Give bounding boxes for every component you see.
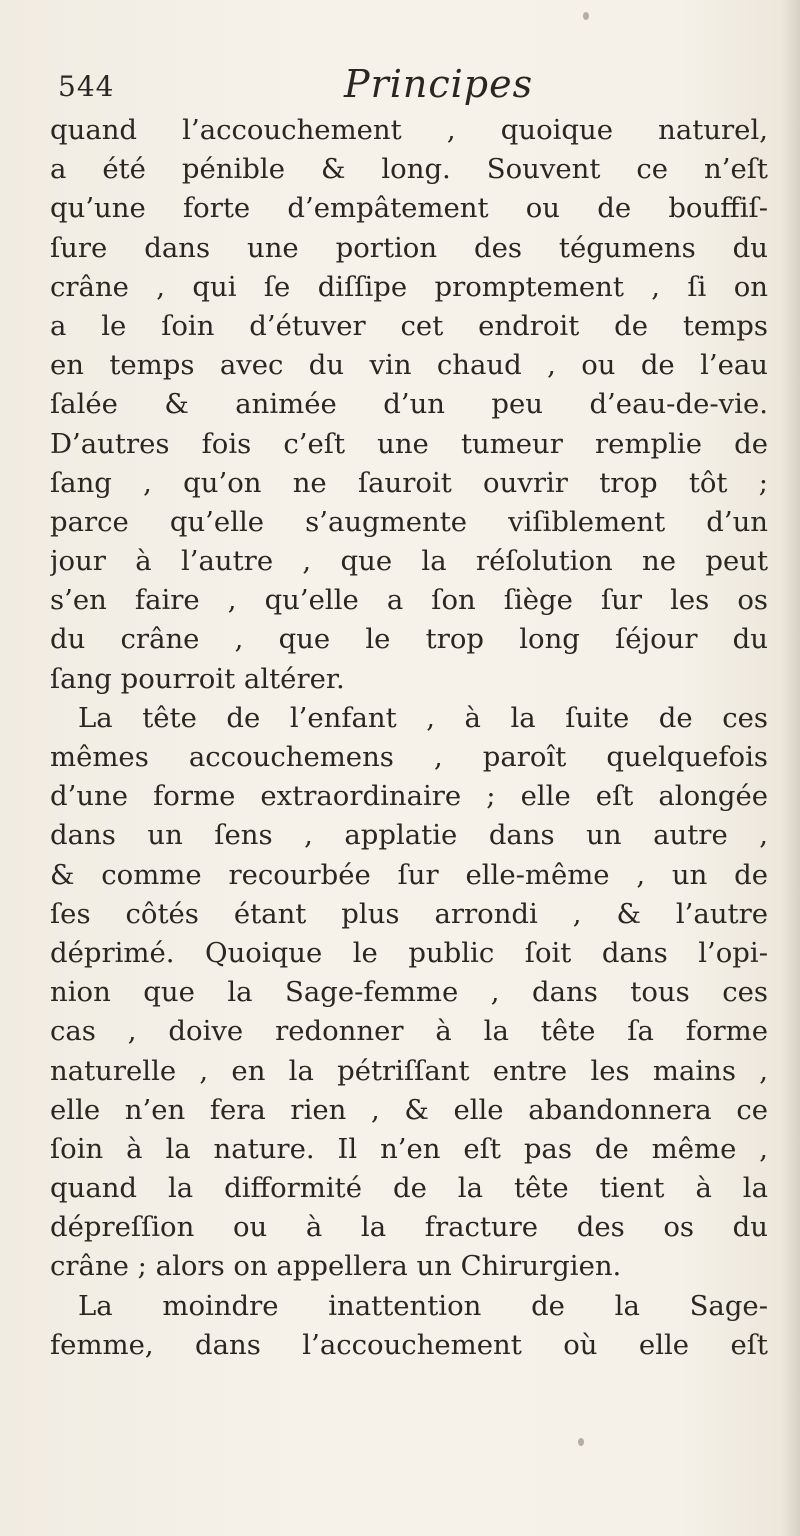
text-line: déprimé. Quoique le public ſoit dans l’opi- (50, 936, 768, 969)
body-text (50, 111, 768, 1365)
text-line: crâne ; alors on appellera un Chirurgien. (50, 1250, 622, 1283)
text-line: cas , doive redonner à la tête ſa forme (50, 1015, 768, 1048)
text-line: ſes côtés étant plus arrondi , & l’autre (50, 897, 768, 930)
text-line: ſure dans une portion des tégumens du (50, 231, 768, 264)
text-line: du crâne , que le trop long ſéjour du (50, 623, 768, 656)
text-line: mêmes accouchemens , paroît quelquefois (50, 741, 768, 773)
text-line: a été pénible & long. Souvent ce n’eſt (50, 153, 768, 186)
text-line: d’une forme extraordinaire ; elle eſt alongée (50, 780, 768, 813)
text-line: D’autres fois c’eſt une tumeur remplie de (50, 427, 768, 460)
text-line: parce qu’elle s’augmente viſiblement d’un (50, 505, 768, 538)
text-line: a le ſoin d’étuver cet endroit de temps (50, 309, 768, 342)
text-line: quand la difformité de la tête tient à la (50, 1172, 768, 1205)
page-header (58, 62, 738, 112)
text-line: crâne , qui ſe diſſipe promptement , ſi on (50, 270, 768, 303)
text-line: s’en faire , qu’elle a ſon ſiège ſur les os (50, 584, 768, 617)
text-line: nion que la Sage-femme , dans tous ces (50, 976, 768, 1009)
text-line: en temps avec du vin chaud , ou de l’eau (50, 349, 768, 382)
text-line: naturelle , en la pétriſſant entre les mains , (50, 1054, 768, 1087)
text-line: jour à l’autre , que la réſolution ne peut (50, 545, 768, 578)
running-head: Principes (344, 62, 534, 106)
text-line: elle n’en fera rien , & elle abandonnera ce (50, 1093, 768, 1126)
page-number: 544 (58, 70, 115, 103)
text-line: La moindre inattention de la Sage- (78, 1289, 768, 1322)
paper-speck (583, 12, 589, 20)
text-line: ſang pourroit altérer. (50, 662, 345, 695)
paper-speck (578, 1438, 584, 1446)
text-line: femme, dans l’accouchement où elle eſt (50, 1328, 768, 1361)
text-line: ſang , qu’on ne ſauroit ouvrir trop tôt ; (50, 466, 768, 499)
text-line: ſoin à la nature. Il n’en eſt pas de même , (50, 1132, 768, 1165)
text-line: qu’une forte d’empâtement ou de bouffiſ- (50, 192, 768, 225)
text-line: La tête de l’enfant , à la ſuite de ces (78, 701, 768, 734)
page-edge-shadow (782, 0, 800, 1536)
text-line: dépreſſion ou à la fracture des os du (50, 1211, 768, 1244)
text-line: & comme recourbée ſur elle-même , un de (50, 858, 768, 891)
text-line: ſalée & animée d’un peu d’eau-de-vie. (50, 388, 768, 421)
text-line: dans un ſens , applatie dans un autre , (50, 819, 768, 852)
text-line: quand l’accouchement , quoique naturel, (50, 114, 768, 146)
